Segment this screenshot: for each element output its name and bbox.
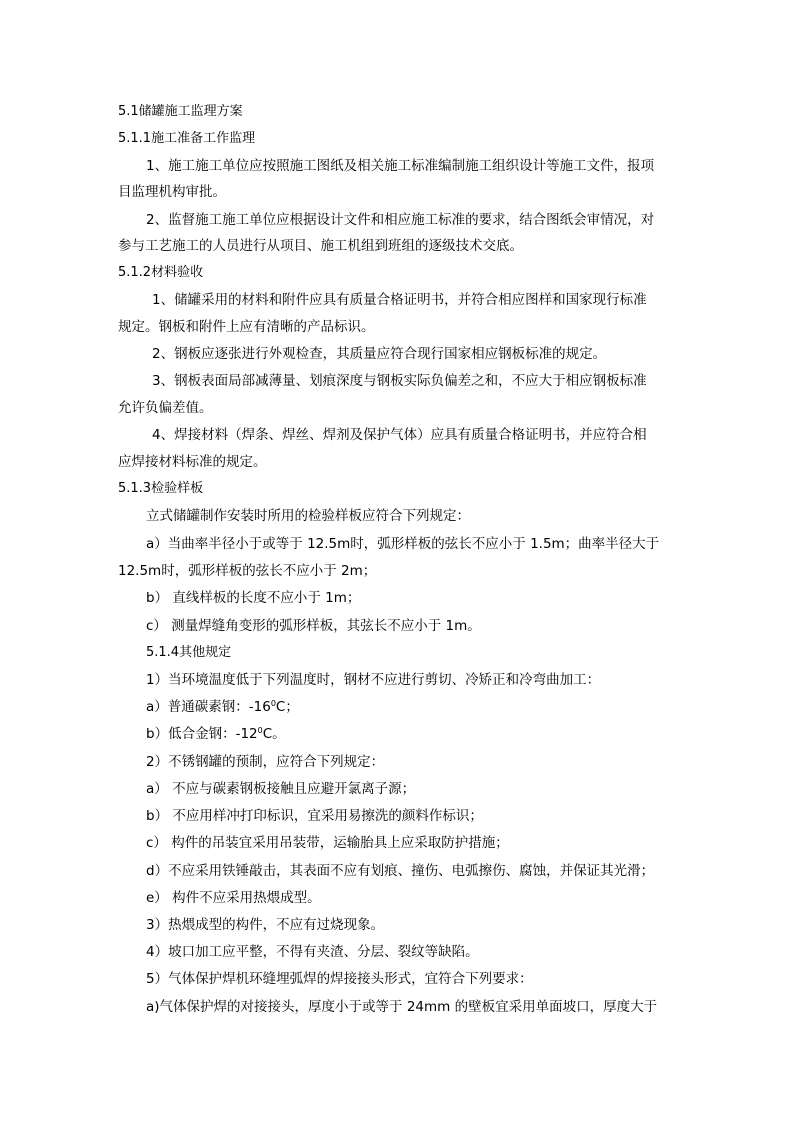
temp-superscript: 0 <box>270 699 276 708</box>
paragraph-line: 1、储罐采用的材料和附件应具有质量合格证明书，并符合相应图样和国家现行标准 <box>152 292 647 308</box>
subsection-heading-5-1-2: 5.1.2材料验收 <box>118 265 204 280</box>
temp-superscript: 0 <box>257 726 263 735</box>
paragraph-line: 立式储罐制作安装时所用的检验样板应符合下列规定： <box>146 508 470 524</box>
temp-item-text: b）低合金钢：-12 <box>146 726 258 742</box>
list-item: c） 测量焊缝角变形的弧形样板，其弦长不应小于 1m。 <box>146 618 481 634</box>
paragraph-line: 2、钢板应逐张进行外观检查，其质量应符合现行国家相应钢板标准的规定。 <box>152 346 607 362</box>
list-item: 3）热煨成型的构件，不应有过烧现象。 <box>146 917 385 933</box>
paragraph-line: 12.5m时，弧形样板的弦长不应小于 2m； <box>118 563 377 579</box>
subsection-heading-5-1-1: 5.1.1施工准备工作监理 <box>118 131 256 146</box>
paragraph-line: 目监理机构审批。 <box>118 184 226 200</box>
list-item: c） 构件的吊装宜采用吊装带，运输胎具上应采取防护措施； <box>146 835 509 851</box>
temp-item-text: a）普通碳素钢：-16 <box>146 699 271 715</box>
paragraph-line: 3、钢板表面局部减薄量、划痕深度与钢板实际负偏差之和，不应大于相应钢板标准 <box>152 373 647 389</box>
list-item: 4）坡口加工应平整，不得有夹渣、分层、裂纹等缺陷。 <box>146 944 479 960</box>
list-item: d）不应采用铁锤敲击，其表面不应有划痕、撞伤、电弧擦伤、腐蚀，并保证其光滑； <box>146 863 655 879</box>
list-item <box>146 698 299 716</box>
subsection-heading-5-1-4: 5.1.4其他规定 <box>146 645 232 660</box>
section-heading-5-1: 5.1储罐施工监理方案 <box>118 104 243 119</box>
paragraph-line: 2、监督施工施工单位应根据设计文件和相应施工标准的要求，结合图纸会审情况，对 <box>146 212 655 228</box>
paragraph-line: 1、施工施工单位应按照施工图纸及相关施工标准编制施工组织设计等施工文件，报项 <box>146 158 655 174</box>
subsection-heading-5-1-3: 5.1.3检验样板 <box>118 481 204 496</box>
paragraph-line: 规定。钢板和附件上应有清晰的产品标识。 <box>118 319 375 335</box>
paragraph-line: 4、焊接材料（焊条、焊丝、焊剂及保护气体）应具有质量合格证明书，并应符合相 <box>152 427 647 443</box>
temp-unit: C。 <box>262 726 286 742</box>
list-item: b） 不应用样冲打印标识，宜采用易擦洗的颜料作标识； <box>146 808 483 824</box>
temp-unit: C； <box>275 699 299 715</box>
list-item: a)气体保护焊的对接接头，厚度小于或等于 24mm 的壁板宜采用单面坡口，厚度大于 <box>146 999 658 1015</box>
list-item: a）当曲率半径小于或等于 12.5m时，弧形样板的弦长不应小于 1.5m；曲率半径大于 <box>146 536 660 552</box>
list-item: e） 构件不应采用热煨成型。 <box>146 890 321 906</box>
list-item: a） 不应与碳素钢板接触且应避开氯离子源； <box>146 781 416 797</box>
paragraph-line: 参与工艺施工的人员进行从项目、施工机组到班组的逐级技术交底。 <box>118 238 523 254</box>
paragraph-line: 允许负偏差值。 <box>118 400 213 416</box>
list-item: 1）当环境温度低于下列温度时，钢材不应进行剪切、冷矫正和冷弯曲加工： <box>146 672 601 688</box>
list-item: 2）不锈钢罐的预制，应符合下列规定： <box>146 754 385 770</box>
paragraph-line: 应焊接材料标准的规定。 <box>118 454 267 470</box>
list-item <box>146 725 286 743</box>
list-item: b） 直线样板的长度不应小于 1m； <box>146 590 361 606</box>
list-item: 5）气体保护焊机环缝埋弧焊的焊接接头形式，宜符合下列要求： <box>146 971 533 987</box>
